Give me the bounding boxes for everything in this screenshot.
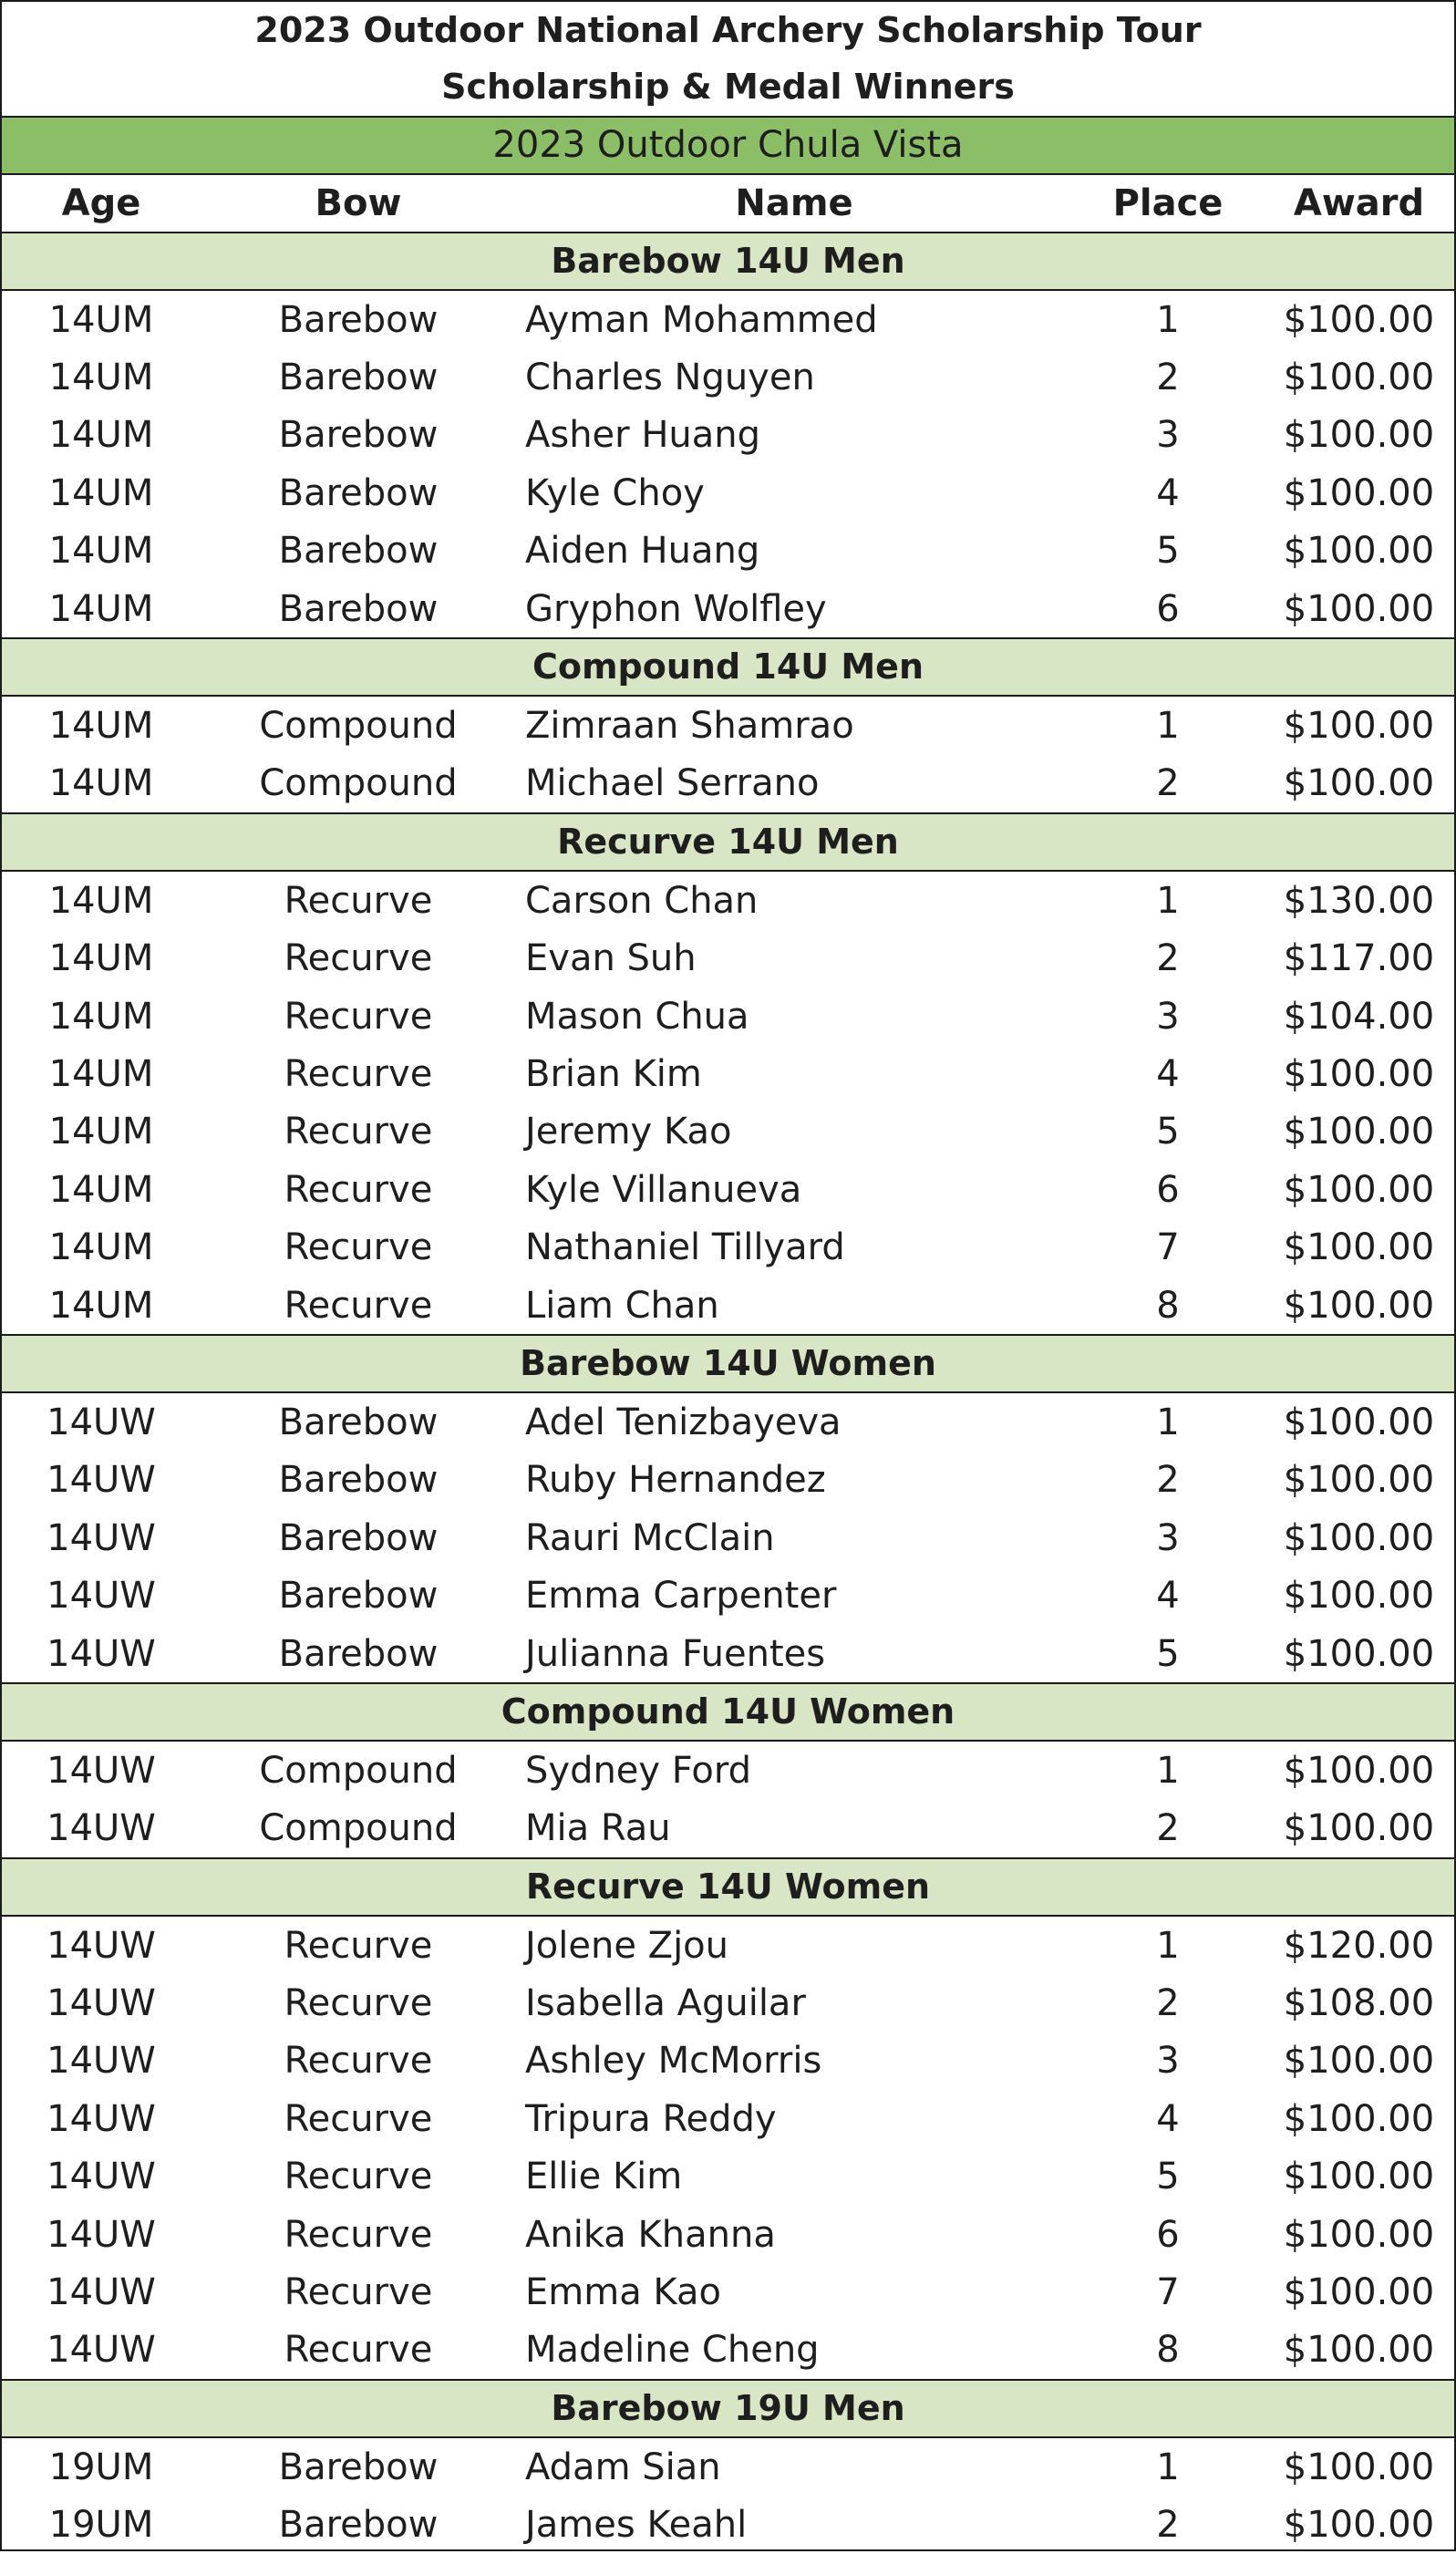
award-cell: $100.00 (1283, 2271, 1435, 2314)
age-cell: 14UW (46, 1575, 156, 1618)
bow-cell: Recurve (284, 2329, 433, 2372)
award-cell: $100.00 (1283, 530, 1435, 573)
section-heading: Barebow 14U Women (2, 1334, 1454, 1393)
bow-cell: Compound (259, 705, 458, 748)
place-cell: 7 (1156, 1226, 1180, 1269)
age-cell: 14UM (48, 1052, 154, 1095)
section-heading: Barebow 14U Men (2, 233, 1454, 291)
award-cell: $100.00 (1283, 414, 1435, 457)
award-cell: $100.00 (1283, 1516, 1435, 1559)
table-row (2, 1567, 1454, 1624)
table-row (2, 1161, 1454, 1218)
bow-cell: Recurve (284, 2213, 433, 2256)
bow-cell: Recurve (284, 1924, 433, 1967)
place-cell: 3 (1156, 1516, 1180, 1559)
place-cell: 6 (1156, 1168, 1180, 1211)
section-heading: Compound 14U Women (2, 1682, 1454, 1742)
bow-cell: Barebow (278, 298, 439, 341)
age-cell: 14UM (48, 1226, 154, 1269)
table-row (2, 930, 1454, 987)
place-cell: 2 (1156, 937, 1180, 980)
place-cell: 7 (1156, 2271, 1180, 2314)
place-cell: 4 (1156, 1575, 1180, 1618)
award-cell: $100.00 (1283, 2213, 1435, 2256)
award-cell: $100.00 (1283, 298, 1435, 341)
table-row (2, 1103, 1454, 1161)
award-cell: $100.00 (1283, 1168, 1435, 1211)
name-cell: Liam Chan (525, 1284, 719, 1327)
award-cell: $100.00 (1283, 2156, 1435, 2198)
table-row (2, 1742, 1454, 1799)
age-cell: 14UM (48, 1111, 154, 1153)
age-cell: 14UM (48, 298, 154, 341)
age-cell: 14UW (46, 1924, 156, 1967)
bow-cell: Recurve (284, 1226, 433, 1269)
bow-cell: Recurve (284, 937, 433, 980)
bow-cell: Compound (259, 1807, 458, 1850)
place-cell: 8 (1156, 1284, 1180, 1327)
name-cell: Adel Tenizbayeva (525, 1401, 842, 1443)
place-cell: 1 (1156, 1749, 1180, 1792)
age-cell: 19UM (48, 2504, 154, 2547)
bow-cell: Compound (259, 762, 458, 805)
age-cell: 14UM (48, 995, 154, 1038)
place-cell: 1 (1156, 705, 1180, 748)
name-cell: Adam Sian (525, 2445, 721, 2488)
award-cell: $100.00 (1283, 1052, 1435, 1095)
table-row (2, 291, 1454, 348)
name-cell: Ruby Hernandez (525, 1459, 826, 1502)
table-row (2, 1277, 1454, 1334)
name-cell: Anika Khanna (525, 2213, 776, 2256)
table-row (2, 2321, 1454, 2379)
table-row (2, 522, 1454, 580)
award-cell: $100.00 (1283, 2329, 1435, 2372)
table-row (2, 1509, 1454, 1567)
name-cell: Ayman Mohammed (525, 298, 878, 341)
table-row (2, 407, 1454, 464)
name-cell: Emma Kao (525, 2271, 721, 2314)
award-cell: $100.00 (1283, 471, 1435, 514)
award-cell: $100.00 (1283, 762, 1435, 805)
column-header-age: Age (61, 182, 141, 224)
name-cell: Zimraan Shamrao (525, 705, 854, 748)
place-cell: 2 (1156, 357, 1180, 399)
name-cell: Evan Suh (525, 937, 697, 980)
place-cell: 6 (1156, 587, 1180, 630)
table-row (2, 697, 1454, 754)
name-cell: Nathaniel Tillyard (525, 1226, 845, 1269)
award-cell: $100.00 (1283, 2097, 1435, 2140)
place-cell: 1 (1156, 1924, 1180, 1967)
bow-cell: Recurve (284, 1052, 433, 1095)
place-cell: 3 (1156, 995, 1180, 1038)
results-body (2, 233, 1454, 2554)
place-cell: 2 (1156, 762, 1180, 805)
age-cell: 14UW (46, 1401, 156, 1443)
bow-cell: Barebow (278, 2504, 439, 2547)
table-row (2, 464, 1454, 522)
award-cell: $104.00 (1283, 995, 1435, 1038)
column-header-award: Award (1293, 182, 1425, 224)
table-row (2, 1974, 1454, 2032)
name-cell: Gryphon Wolfley (525, 587, 827, 630)
section-heading: Recurve 14U Men (2, 812, 1454, 872)
table-row (2, 2497, 1454, 2554)
award-cell: $100.00 (1283, 1459, 1435, 1502)
table-row (2, 1625, 1454, 1682)
table-row (2, 2438, 1454, 2496)
award-cell: $117.00 (1283, 937, 1435, 980)
name-cell: Michael Serrano (525, 762, 820, 805)
name-cell: Brian Kim (525, 1052, 702, 1095)
award-cell: $100.00 (1283, 1226, 1435, 1269)
column-header-row (2, 175, 1454, 233)
award-cell: $100.00 (1283, 587, 1435, 630)
table-row (2, 1800, 1454, 1857)
age-cell: 14UM (48, 1168, 154, 1211)
bow-cell: Barebow (278, 1401, 439, 1443)
name-cell: James Keahl (525, 2504, 748, 2547)
award-cell: $108.00 (1283, 1982, 1435, 2025)
bow-cell: Recurve (284, 2040, 433, 2083)
age-cell: 14UW (46, 1516, 156, 1559)
place-cell: 5 (1156, 1632, 1180, 1675)
award-cell: $100.00 (1283, 705, 1435, 748)
bow-cell: Barebow (278, 1575, 439, 1618)
age-cell: 14UM (48, 1284, 154, 1327)
bow-cell: Barebow (278, 1632, 439, 1675)
place-cell: 1 (1156, 1401, 1180, 1443)
name-cell: Aiden Huang (525, 530, 760, 573)
name-cell: Madeline Cheng (525, 2329, 820, 2372)
table-row (2, 1045, 1454, 1102)
name-cell: Julianna Fuentes (525, 1632, 826, 1675)
bow-cell: Recurve (284, 1284, 433, 1327)
table-row (2, 2206, 1454, 2263)
place-cell: 2 (1156, 2504, 1180, 2547)
bow-cell: Recurve (284, 2271, 433, 2314)
sheet-subtitle: Scholarship & Medal Winners (2, 59, 1454, 118)
bow-cell: Recurve (284, 879, 433, 922)
name-cell: Carson Chan (525, 879, 759, 922)
section-heading: Barebow 19U Men (2, 2379, 1454, 2438)
place-cell: 5 (1156, 1111, 1180, 1153)
age-cell: 14UW (46, 2156, 156, 2198)
table-row (2, 755, 1454, 812)
award-cell: $100.00 (1283, 357, 1435, 399)
table-row (2, 580, 1454, 637)
place-cell: 1 (1156, 879, 1180, 922)
age-cell: 14UW (46, 1632, 156, 1675)
award-cell: $100.00 (1283, 1632, 1435, 1675)
award-cell: $100.00 (1283, 2445, 1435, 2488)
award-cell: $100.00 (1283, 2040, 1435, 2083)
table-row (2, 872, 1454, 929)
sheet-title: 2023 Outdoor National Archery Scholarship Tour (254, 10, 1202, 50)
column-header-bow: Bow (315, 182, 402, 224)
name-cell: Charles Nguyen (525, 357, 815, 399)
award-cell: $100.00 (1283, 1111, 1435, 1153)
name-cell: Kyle Villanueva (525, 1168, 802, 1211)
age-cell: 14UW (46, 1982, 156, 2025)
award-cell: $100.00 (1283, 1749, 1435, 1792)
place-cell: 6 (1156, 2213, 1180, 2256)
age-cell: 14UM (48, 587, 154, 630)
name-cell: Isabella Aguilar (525, 1982, 806, 2025)
table-row (2, 348, 1454, 406)
place-cell: 2 (1156, 1807, 1180, 1850)
age-cell: 14UM (48, 414, 154, 457)
table-row (2, 1218, 1454, 1276)
place-cell: 4 (1156, 471, 1180, 514)
name-cell: Mia Rau (525, 1807, 671, 1850)
award-cell: $100.00 (1283, 2504, 1435, 2547)
age-cell: 14UM (48, 357, 154, 399)
age-cell: 14UW (46, 2329, 156, 2372)
age-cell: 14UW (46, 2213, 156, 2256)
venue-banner: 2023 Outdoor Chula Vista (2, 118, 1454, 175)
bow-cell: Barebow (278, 1516, 439, 1559)
award-cell: $100.00 (1283, 1575, 1435, 1618)
bow-cell: Barebow (278, 2445, 439, 2488)
bow-cell: Recurve (284, 1168, 433, 1211)
age-cell: 14UW (46, 2097, 156, 2140)
table-row (2, 2263, 1454, 2321)
name-cell: Sydney Ford (525, 1749, 751, 1792)
age-cell: 14UM (48, 937, 154, 980)
table-row (2, 2090, 1454, 2147)
table-row (2, 2032, 1454, 2090)
bow-cell: Compound (259, 1749, 458, 1792)
place-cell: 3 (1156, 414, 1180, 457)
age-cell: 14UW (46, 1807, 156, 1850)
name-cell: Jolene Zjou (525, 1924, 729, 1967)
bow-cell: Barebow (278, 414, 439, 457)
age-cell: 14UM (48, 530, 154, 573)
bow-cell: Recurve (284, 2156, 433, 2198)
award-cell: $100.00 (1283, 1807, 1435, 1850)
table-row (2, 1452, 1454, 1509)
table-row (2, 1917, 1454, 1974)
age-cell: 14UM (48, 762, 154, 805)
name-cell: Mason Chua (525, 995, 749, 1038)
bow-cell: Barebow (278, 530, 439, 573)
award-cell: $130.00 (1283, 879, 1435, 922)
award-cell: $100.00 (1283, 1401, 1435, 1443)
place-cell: 2 (1156, 1982, 1180, 2025)
name-cell: Tripura Reddy (525, 2097, 777, 2140)
place-cell: 5 (1156, 530, 1180, 573)
name-cell: Emma Carpenter (525, 1575, 837, 1618)
place-cell: 1 (1156, 298, 1180, 341)
table-row (2, 987, 1454, 1045)
place-cell: 4 (1156, 1052, 1180, 1095)
column-header-name: Name (735, 182, 853, 224)
award-cell: $120.00 (1283, 1924, 1435, 1967)
section-heading: Recurve 14U Women (2, 1857, 1454, 1917)
name-cell: Kyle Choy (525, 471, 705, 514)
name-cell: Ashley McMorris (525, 2040, 822, 2083)
bow-cell: Barebow (278, 471, 439, 514)
bow-cell: Recurve (284, 1982, 433, 2025)
column-header-place: Place (1112, 182, 1224, 224)
name-cell: Ellie Kim (525, 2156, 683, 2198)
place-cell: 8 (1156, 2329, 1180, 2372)
place-cell: 1 (1156, 2445, 1180, 2488)
table-row (2, 2148, 1454, 2206)
place-cell: 2 (1156, 1459, 1180, 1502)
age-cell: 14UW (46, 1459, 156, 1502)
bow-cell: Barebow (278, 357, 439, 399)
table-row (2, 1393, 1454, 1451)
bow-cell: Barebow (278, 1459, 439, 1502)
name-cell: Jeremy Kao (525, 1111, 732, 1153)
name-cell: Rauri McClain (525, 1516, 775, 1559)
age-cell: 14UM (48, 471, 154, 514)
name-cell: Asher Huang (525, 414, 761, 457)
place-cell: 5 (1156, 2156, 1180, 2198)
age-cell: 14UM (48, 705, 154, 748)
section-heading: Compound 14U Men (2, 637, 1454, 697)
bow-cell: Barebow (278, 587, 439, 630)
bow-cell: Recurve (284, 2097, 433, 2140)
place-cell: 3 (1156, 2040, 1180, 2083)
age-cell: 14UW (46, 1749, 156, 1792)
age-cell: 14UM (48, 879, 154, 922)
age-cell: 14UW (46, 2040, 156, 2083)
place-cell: 4 (1156, 2097, 1180, 2140)
age-cell: 19UM (48, 2445, 154, 2488)
bow-cell: Recurve (284, 1111, 433, 1153)
award-cell: $100.00 (1283, 1284, 1435, 1327)
age-cell: 14UW (46, 2271, 156, 2314)
bow-cell: Recurve (284, 995, 433, 1038)
